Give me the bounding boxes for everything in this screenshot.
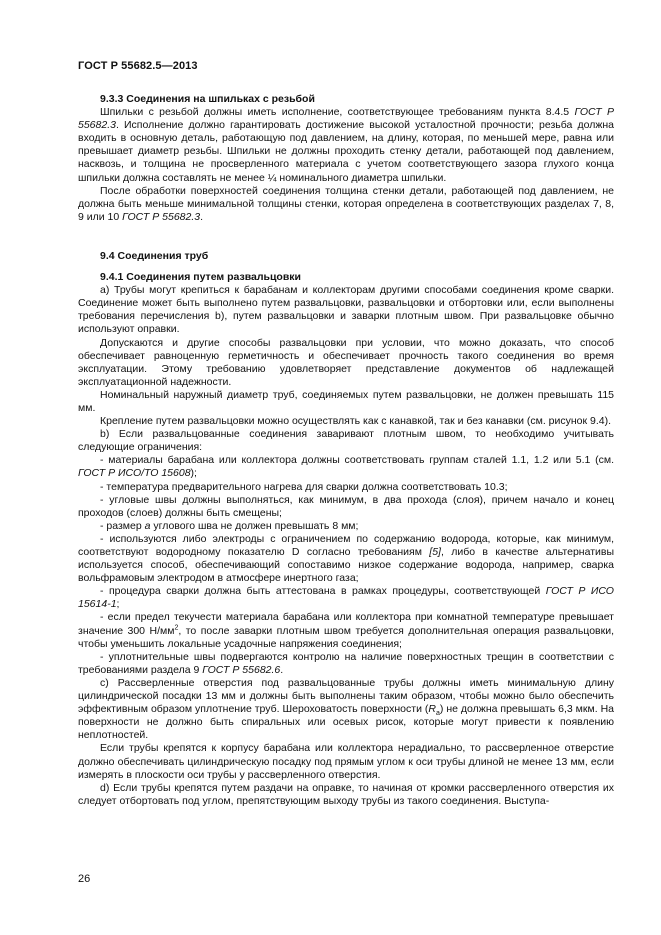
paragraph: Шпильки с резьбой должны иметь исполнение, соответствующее требованиям пункта 8.4.5 ГОСТ Р 55682.3. Исполнение должно гарантировать достижение высокой усталостной прочности; резьба должна входить в основную деталь, работающую под давлением, на длину, которая, по меньшей мере, равна или превышает диаметр резьбы. Шпильки не должны проходить стенку детали, работающей под давлением, насквозь, и толщина не просверленного материала с учетом соответствующего зазора глухого конца шпильки должна составлять не менее ¼ номинального диаметра шпильки. bbox=[78, 106, 614, 184]
paragraph-a: а) Трубы могут крепиться к барабанам и коллекторам другими способами соединения кроме сварки. Соединение может быть выполнено путем развальцовки, развальцовки и отбортовки или, если выполнены требования перечисления b), путем развальцовки и заварки плотным швом. При развальцовке обычно используют оправки. bbox=[78, 284, 614, 336]
document-standard-header: ГОСТ Р 55682.5—2013 bbox=[78, 60, 198, 72]
list-item: - размер а углового шва не должен превышать 8 мм; bbox=[100, 519, 359, 532]
section-heading-9-4: 9.4 Соединения труб bbox=[100, 249, 209, 262]
document-body bbox=[78, 93, 614, 808]
paragraph: Крепление путем развальцовки можно осуществлять как с канавкой, так и без канавки (см. рисунок 9.4). bbox=[100, 415, 612, 428]
list-item: - уплотнительные швы подвергаются контролю на наличие поверхностных трещин в соответствии с требованиями раздела 9 ГОСТ Р 55682.6. bbox=[78, 650, 614, 676]
list-item: - угловые швы должны выполняться, как минимум, в два прохода (слоя), причем начало и конец проходов (слоев) должны быть смещены; bbox=[78, 493, 614, 519]
list-item: - процедура сварки должна быть аттестована в рамках процедуры, соответствующей ГОСТ Р ИСО 15614-1; bbox=[78, 585, 614, 611]
standard-reference: ГОСТ Р ИСО/ТО 15608 bbox=[78, 467, 191, 480]
section-heading-9-3-3: 9.3.3 Соединения на шпильках с резьбой bbox=[100, 93, 315, 105]
list-item: - материалы барабана или коллектора должны соответствовать группам сталей 1.1, 1.2 или 5.1 (см. ГОСТ Р ИСО/ТО 15608); bbox=[78, 454, 614, 480]
paragraph: Если трубы крепятся к корпусу барабана или коллектора нерадиально, то рассверленное отверстие должно обеспечивать цилиндрическую посадку под прямым углом к оси трубы длиной не менее 13 мм, если измерять в плоскости оси трубы у рассверленного отверстия. bbox=[78, 742, 614, 781]
list-item: - если предел текучести материала барабана или коллектора при комнатной температуре превышает значение 300 $Н/мм^2$, то после заварки плотным швом требуется дополнительная операция развальцовки, чтобы уменьшить локальные усадочные напряжения соединения; bbox=[78, 611, 614, 650]
paragraph: Номинальный наружный диаметр труб, соединяемых путем развальцовки, не должен превышать 115 мм. bbox=[78, 388, 614, 414]
list-item: - температура предварительного нагрева для сварки должна соответствовать 10.3; bbox=[100, 480, 508, 493]
standard-reference: ГОСТ Р ИСО 15614-1 bbox=[78, 585, 614, 611]
paragraph: После обработки поверхностей соединения толщина стенки детали, работающей под давлением, не должна быть меньше минимальной толщины стенки, которая определена в соответствующих разделах 7, 8, 9 или 10 ГОСТ Р 55682.3. bbox=[78, 184, 614, 223]
standard-reference: ГОСТ Р 55682.6 bbox=[202, 663, 281, 676]
paragraph-d: d) Если трубы крепятся путем раздачи на оправке, то начиная от кромки рассверленного отверстия их следует отбортовать под углом, препятствующим выходу трубы из такого соединения. Выступа- bbox=[78, 781, 614, 807]
paragraph: Допускаются и другие способы развальцовки при условии, что можно доказать, что способ обеспечивает равноценную герметичность и обеспечивает прочность такого соединения во время эксплуатации. Этому требованию удовлетворяет представление документов об надлежащей эксплуатационной надежности. bbox=[78, 336, 614, 388]
bibliography-reference: [5] bbox=[429, 546, 441, 558]
section-heading-9-4-1: 9.4.1 Соединения путем развальцовки bbox=[100, 271, 302, 284]
paragraph-c: с) Рассверленные отверстия под развальцованные трубы должны иметь минимальную длину цилиндрической посадки 13 мм и должны быть выполнены таким образом, чтобы можно было обеспечить эффективным образом уплотнение труб. Шероховатость поверхности $(R_a)$ не должна превышать 6,3 мкм. На поверхности не должно быть спиральных или осевых рисок, которые могут привести к появлению неплотностей. bbox=[78, 676, 615, 742]
paragraph-b: b) Если развальцованные соединения заваривают плотным швом, то необходимо учитывать следующие ограничения: bbox=[78, 428, 614, 454]
standard-reference: ГОСТ Р 55682.3 bbox=[122, 210, 201, 223]
standard-reference: ГОСТ Р 55682.3 bbox=[78, 106, 614, 132]
page-number: 26 bbox=[78, 873, 91, 885]
list-item: - используются либо электроды с ограничением по содержанию водорода, которые, как минимум, соответствуют водородному показателю D согласно требованиям [5], либо в качестве альтернативы используется способ, обеспечивающий сопоставимо низкое содержание водорода, например, сварка вольфрамовым электродом в атмосфере инертного газа; bbox=[78, 532, 614, 585]
